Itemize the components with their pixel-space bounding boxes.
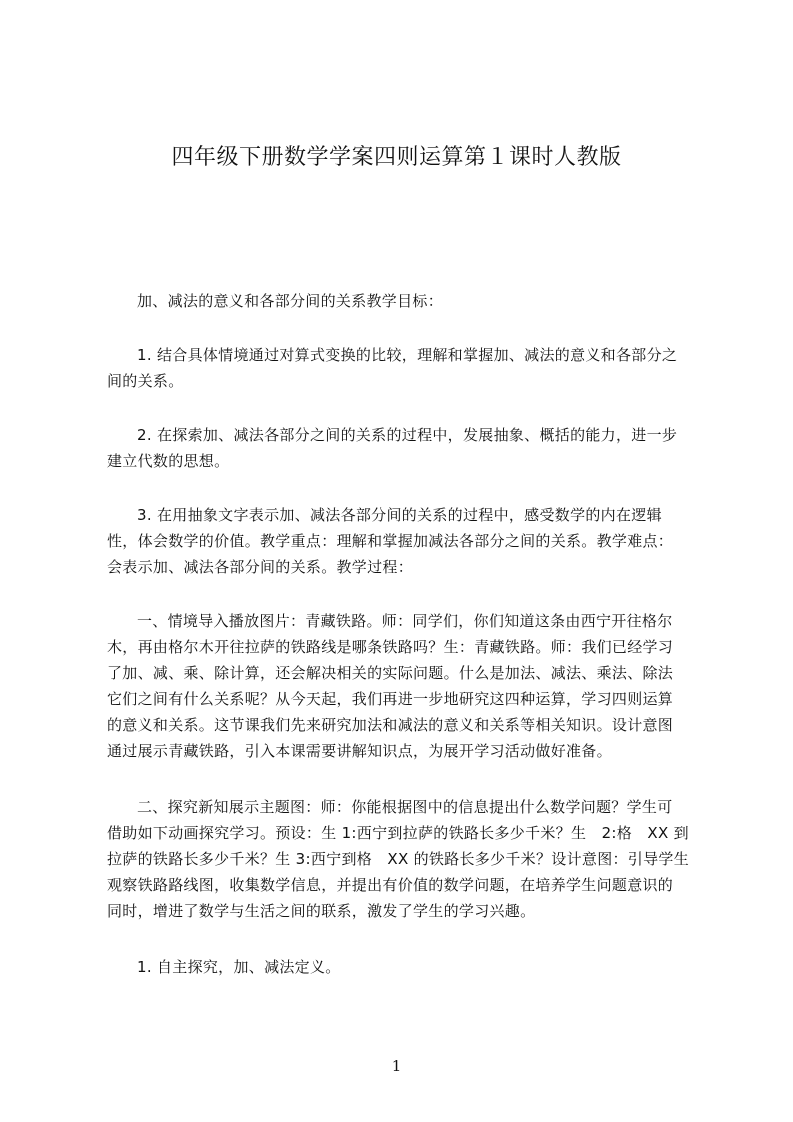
- page-number: 1: [391, 1057, 402, 1075]
- section-2-line-1: 二、探究新知展示主题图：师：你能根据图中的信息提出什么数学问题？学生可: [137, 798, 673, 816]
- goal-2-line-2: 建立代数的思想。: [107, 452, 230, 470]
- section-1-line-2: 木，再由格尔木开往拉萨的铁路线是哪条铁路吗？生：青藏铁路。师：我们已经学习: [107, 638, 674, 656]
- section-1-line-1: 一、情境导入播放图片：青藏铁路。师：同学们，你们知道这条由西宁开往格尔: [137, 612, 673, 630]
- goal-3-line-2: 性，体会数学的价值。教学重点：理解和掌握加减法各部分之间的关系。教学难点：: [107, 532, 674, 550]
- intro-heading: 加、减法的意义和各部分间的关系教学目标：: [137, 292, 444, 310]
- item-1: 1. 自主探究，加、减法定义。: [137, 958, 341, 976]
- goal-1-line-1: 1. 结合具体情境通过对算式变换的比较，理解和掌握加、减法的意义和各部分之: [137, 346, 678, 364]
- section-1-line-5: 的意义和关系。这节课我们先来研究加法和减法的意义和关系等相关知识。设计意图: [107, 716, 674, 734]
- section-2-line-2: 借助如下动画探究学习。预设：生 1:西宁到拉萨的铁路长多少千米？生 2:格 XX 到: [107, 824, 689, 842]
- goal-3-line-1: 3. 在用抽象文字表示加、减法各部分间的关系的过程中，感受数学的内在逻辑: [137, 506, 662, 524]
- goal-2-line-1: 2. 在探索加、减法各部分之间的关系的过程中，发展抽象、概括的能力，进一步: [137, 426, 678, 444]
- section-1-line-4: 它们之间有什么关系呢？从今天起，我们再进一步地研究这四种运算，学习四则运算: [107, 690, 674, 708]
- goal-1-line-2: 间的关系。: [107, 372, 184, 390]
- section-2-line-3: 拉萨的铁路长多少千米？生 3:西宁到格 XX 的铁路长多少千米？设计意图：引导学生: [107, 850, 689, 868]
- goal-3-line-3: 会表示加、减法各部分间的关系。教学过程：: [107, 558, 414, 576]
- section-1-line-6: 通过展示青藏铁路，引入本课需要讲解知识点，为展开学习活动做好准备。: [107, 742, 612, 760]
- page-title: 四年级下册数学学案四则运算第１课时人教版: [171, 145, 622, 170]
- section-1-line-3: 了加、减、乘、除计算，还会解决相关的实际问题。什么是加法、减法、乘法、除法: [107, 664, 674, 682]
- section-2-line-4: 观察铁路路线图，收集数学信息，并提出有价值的数学问题，在培养学生问题意识的: [107, 876, 674, 894]
- section-2-line-5: 同时，增进了数学与生活之间的联系，激发了学生的学习兴趣。: [107, 902, 536, 920]
